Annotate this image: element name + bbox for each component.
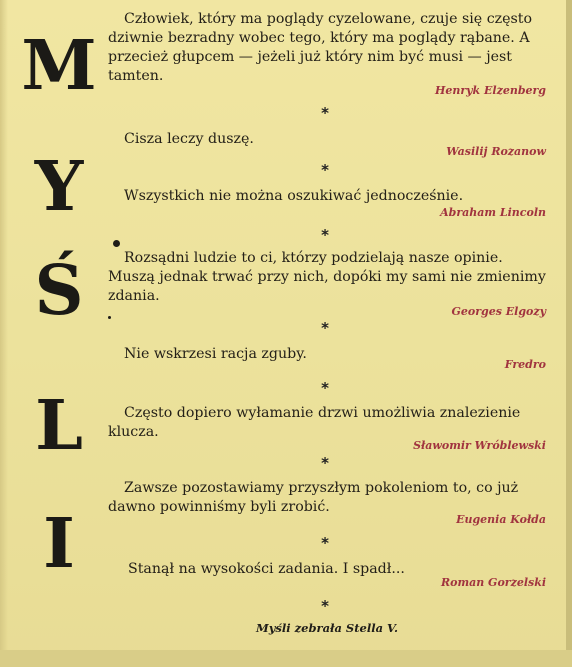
quote-text: Cisza leczy duszę. — [124, 131, 254, 147]
title-letter-s-acute: Ś — [34, 251, 84, 331]
separator-star: * — [321, 379, 329, 397]
quote-text: Często dopiero wyłamanie drzwi umożliwia znalezienie klucza. — [108, 405, 521, 440]
separator-star: * — [321, 454, 329, 472]
quote-author: Eugenia Kołda — [456, 513, 546, 526]
quote-text: Nie wskrzesi racja zguby. — [124, 346, 307, 362]
quote-author: Roman Gorzelski — [440, 576, 546, 589]
quote-text: Człowiek, który ma poglądy cyzelowane, czuje się często dziwnie bezradny wobec tego, który ma poglądy rąbane. A przecież głupcem — jeżeli już który nim być musi — jest tamten. — [108, 11, 533, 84]
quote-text: Stanął na wysokości zadania. I spadł... — [128, 561, 405, 577]
compiler-credit: Myśli zebrała Stella V. — [256, 621, 398, 635]
print-speck — [108, 316, 111, 319]
bullet-dot — [113, 240, 120, 247]
quote-text: Wszystkich nie można oszukiwać jednocześnie. — [124, 188, 464, 204]
separator-star: * — [321, 319, 329, 337]
title-letter-i: I — [43, 504, 75, 584]
page-edge-right — [566, 0, 572, 667]
page-edge-left — [0, 0, 8, 667]
quote-author: Sławomir Wróblewski — [413, 439, 546, 452]
quote-author: Henryk Elzenberg — [434, 84, 546, 97]
title-letter-y: Y — [34, 147, 84, 227]
separator-star: * — [321, 597, 329, 615]
separator-star: * — [321, 534, 329, 552]
page-bottom-strip — [0, 650, 572, 667]
separator-star: * — [321, 161, 329, 179]
quote-text: Zawsze pozostawiamy przyszłym pokoleniom to, co już dawno powinniśmy byli zrobić. — [108, 480, 519, 515]
title-letter-m: M — [21, 26, 97, 106]
title-letter-l: L — [35, 386, 83, 466]
quote-text: Rozsądni ludzie to ci, którzy podzielają nasze opinie. Muszą jednak trwać przy nich, dopóki my sami nie zmienimy zdania. — [108, 250, 546, 304]
quote-author: Fredro — [504, 358, 546, 371]
separator-star: * — [321, 226, 329, 244]
separator-star: * — [321, 104, 329, 122]
quote-author: Wasilij Rozanow — [446, 145, 546, 158]
quote-author: Abraham Lincoln — [440, 206, 546, 219]
quote-author: Georges Elgozy — [451, 305, 546, 318]
